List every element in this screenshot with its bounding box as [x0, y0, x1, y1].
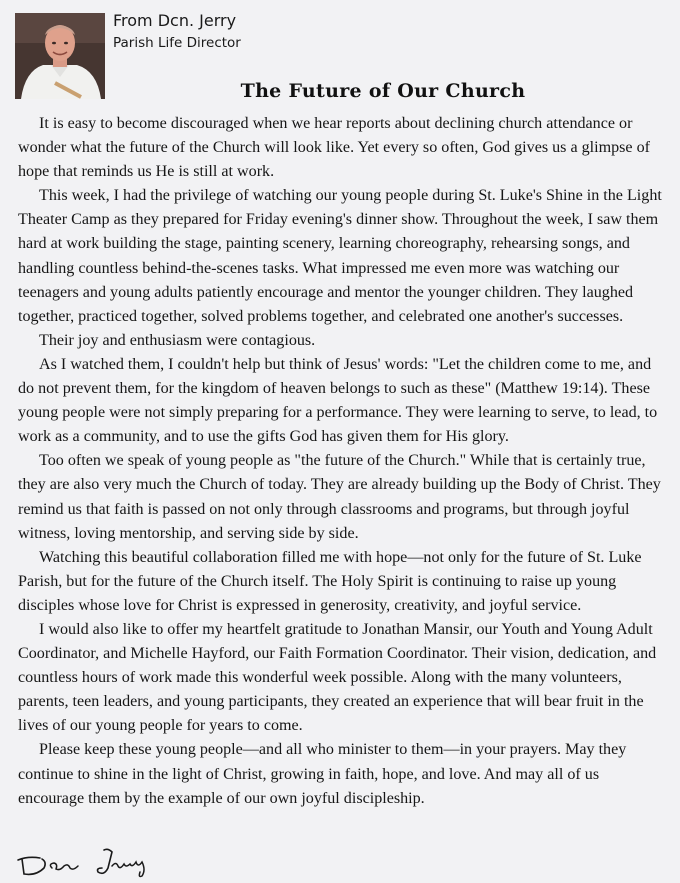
article-paragraph: Too often we speak of young people as "the future of the Church." While that is certainly true, they are also very much the Church of today. They are already building up the Body of Christ. They remind us that faith is passed on not only through classrooms and programs, but through joyful witness, loving mentorship, and serving side by side.: [18, 452, 661, 542]
author-photo: [15, 13, 105, 99]
article-paragraph: I would also like to offer my heartfelt gratitude to Jonathan Mansir, our Youth and Young Adult Coordinator, and Michelle Hayford, our Faith Formation Coordinator. Their vision, dedication, and countless hours of work made this wonderful week possible. Along with the many volunteers, parents, teen leaders, and young participants, they created an experience that will bear fruit in the lives of our young people for years to come.: [18, 620, 657, 735]
article-paragraph: Watching this beautiful collaboration filled me with hope—not only for the future of St. Luke Parish, but for the future of the Church itself. The Holy Spirit is continuing to raise up young disciples whose love for Christ is expressed in generosity, creativity, and joyful service.: [18, 548, 642, 614]
author-portrait-image: [15, 13, 105, 99]
article-body: [18, 112, 664, 811]
handwritten-signature: [16, 846, 166, 878]
author-role: Parish Life Director: [113, 35, 241, 51]
article-paragraph: As I watched them, I couldn't help but think of Jesus' words: "Let the children come to me, and do not prevent them, for the kingdom of heaven belongs to such as these" (Matthew 19:14). These young people were not simply preparing for a performance. They were learning to serve, to lead, to work as a community, and to use the gifts God has given them for His glory.: [18, 355, 658, 446]
article-paragraph: This week, I had the privilege of watching our young people during St. Luke's Shine in the Light Theater Camp as they prepared for Friday evening's dinner show. Throughout the week, I saw them hard at work building the stage, painting scenery, learning choreography, rehearsing songs, and handling countless behind-the-scenes tasks. What impressed me even more was watching our teenagers and young adults patiently encourage and mentor the younger children. They laughed together, practiced together, solved problems together, and celebrated one another's successes.: [18, 187, 662, 325]
article-paragraph: Please keep these young people—and all who minister to them—in your prayers. May they continue to shine in the light of Christ, growing in faith, hope, and love. And may all of us encourage them by the example of our own joyful discipleship.: [18, 741, 627, 807]
article-title: The Future of Our Church: [240, 80, 526, 102]
author-name: From Dcn. Jerry: [113, 11, 237, 30]
article-paragraph: Their joy and enthusiasm were contagious.: [39, 331, 316, 349]
article-paragraph: It is easy to become discouraged when we hear reports about declining church attendance or wonder what the future of the Church will look like. Yet every so often, God gives us a glimpse of hope that reminds us He is still at work.: [18, 115, 651, 181]
